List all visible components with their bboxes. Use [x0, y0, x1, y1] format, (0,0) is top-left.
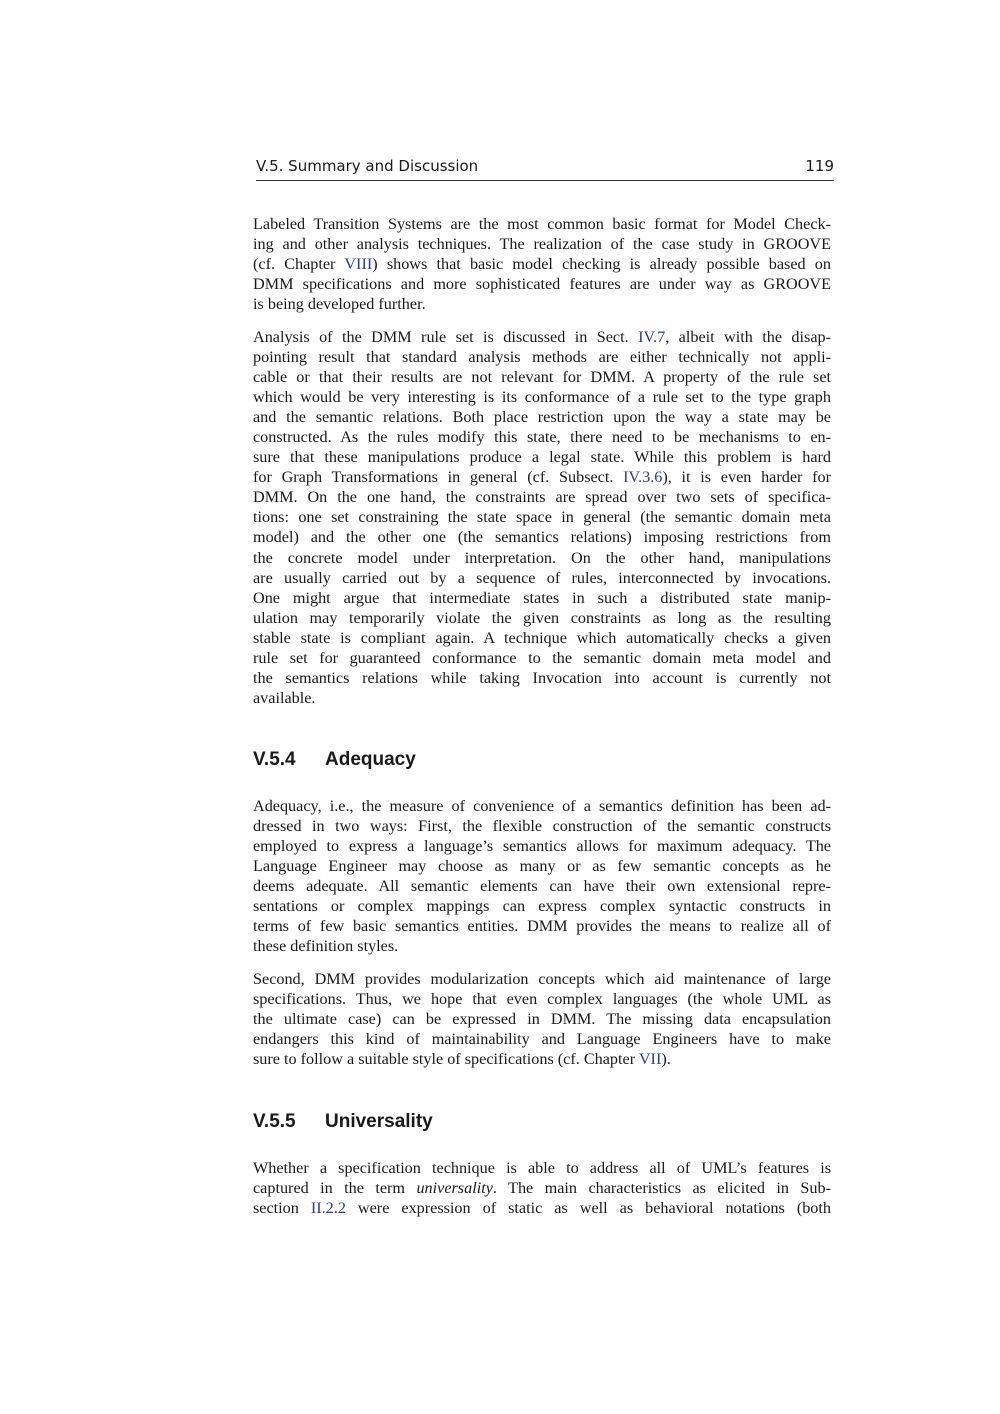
- text-line: sure to follow a suitable style of specifications (cf. Chapter: [253, 1050, 639, 1069]
- text-line: is being developed further.: [253, 295, 426, 314]
- text-line: cable or that their results are not relevant for DMM. A property of the rule set: [253, 368, 831, 387]
- text-line: Language Engineer may choose as many or as few semantic concepts as he: [253, 857, 831, 876]
- paragraph-lts: [253, 214, 831, 314]
- text-line: deems adequate. All semantic elements can have their own extensional repre-: [253, 877, 831, 896]
- term-universality: universality: [416, 1179, 493, 1198]
- page-number: 119: [805, 157, 834, 175]
- text-line: endangers this kind of maintainability and Language Engineers have to make: [253, 1030, 831, 1049]
- header-section-title: V.5. Summary and Discussion: [256, 157, 479, 175]
- text-line: Analysis of the DMM rule set is discussed in Sect.: [253, 328, 639, 346]
- paragraph-analysis: [253, 327, 831, 708]
- text-line: for Graph Transformations in general (cf. Subsect.: [253, 468, 624, 487]
- text-line: dressed in two ways: First, the flexible construction of the semantic constructs: [253, 817, 831, 836]
- chapter-viii-link[interactable]: VIII: [344, 255, 373, 274]
- text-line: are usually carried out by a sequence of rules, interconnected by invocations.: [253, 568, 831, 587]
- text-line: which would be very interesting is its conformance of a rule set to the type graph: [253, 388, 831, 407]
- text-line: the semantics relations while taking Invocation into account is currently not: [253, 668, 831, 687]
- section-number: V.5.4: [253, 749, 296, 770]
- subsect-iv36-link[interactable]: IV.3.6: [623, 468, 663, 487]
- text-line: (cf. Chapter: [253, 255, 345, 274]
- text-line: stable state is compliant again. A technique which automatically checks a given: [253, 628, 831, 647]
- text-line: sure that these manipulations produce a legal state. While this problem is hard: [253, 448, 831, 467]
- text-line: the ultimate case) can be expressed in DMM. The missing data encapsulation: [253, 1010, 831, 1029]
- text-line: employed to express a language’s semantics allows for maximum adequacy. The: [253, 837, 831, 856]
- text-line: model) and the other one (the semantics relations) imposing restrictions from: [253, 528, 831, 547]
- text-line: captured in the term: [253, 1179, 417, 1198]
- text-line: sentations or complex mappings can express complex syntactic constructs in: [253, 897, 831, 916]
- text-line: Adequacy, i.e., the measure of convenience of a semantics definition has been ad-: [253, 797, 831, 815]
- text-line: terms of few basic semantics entities. DMM provides the means to realize all of: [253, 917, 831, 936]
- text-line: and the semantic relations. Both place restriction upon the way a state may be: [253, 408, 831, 427]
- text-line: . The main characteristics as elicited in Sub-: [492, 1179, 831, 1198]
- text-line: ulation may temporarily violate the given constraints as long as the resulting: [253, 608, 831, 627]
- section-heading-adequacy: [253, 749, 416, 771]
- text-line: were expression of static as well as behavioral notations (both: [345, 1199, 831, 1218]
- text-line: constructed. As the rules modify this state, there need to be mechanisms to en-: [253, 428, 831, 447]
- sect-iv7-link[interactable]: IV.7: [638, 328, 666, 346]
- text-line: , albeit with the disap-: [665, 328, 831, 346]
- paragraph-universality: [253, 1158, 831, 1218]
- text-line: ), it is even harder for: [662, 468, 831, 487]
- chapter-vii-link[interactable]: VII: [638, 1050, 662, 1069]
- text-line: ing and other analysis techniques. The realization of the case study in GROOVE: [253, 235, 831, 254]
- text-line: DMM. On the one hand, the constraints are spread over two sets of specifica-: [253, 488, 831, 507]
- text-line: Second, DMM provides modularization concepts which aid maintenance of large: [253, 970, 831, 988]
- text-line: One might argue that intermediate states in such a distributed state manip-: [253, 588, 831, 607]
- section-heading-universality: [253, 1111, 433, 1133]
- section-title: Adequacy: [325, 749, 416, 770]
- paragraph-modularization: [253, 969, 831, 1069]
- text-line: specifications. Thus, we hope that even complex languages (the whole UML as: [253, 990, 831, 1009]
- text-line: ) shows that basic model checking is already possible based on: [372, 255, 831, 274]
- paragraph-adequacy: [253, 796, 831, 956]
- text-line: the concrete model under interpretation. On the other hand, manipulations: [253, 548, 831, 567]
- text-line: these definition styles.: [253, 937, 399, 956]
- text-line: rule set for guaranteed conformance to the semantic domain meta model and: [253, 648, 831, 667]
- text-line: tions: one set constraining the state space in general (the semantic domain meta: [253, 508, 831, 527]
- subsection-ii22-link[interactable]: II.2.2: [310, 1199, 346, 1218]
- text-line: ).: [661, 1050, 671, 1069]
- text-line: available.: [253, 688, 316, 707]
- text-line: Whether a specification technique is able to address all of UML’s features is: [253, 1159, 831, 1177]
- text-line: pointing result that standard analysis methods are either technically not appli-: [253, 348, 831, 367]
- running-header: [256, 156, 834, 181]
- section-number: V.5.5: [253, 1111, 296, 1132]
- section-title: Universality: [325, 1111, 433, 1132]
- text-line: Labeled Transition Systems are the most common basic format for Model Check-: [253, 215, 831, 233]
- text-line: DMM specifications and more sophisticated features are under way as GROOVE: [253, 275, 831, 294]
- text-line: section: [253, 1199, 311, 1218]
